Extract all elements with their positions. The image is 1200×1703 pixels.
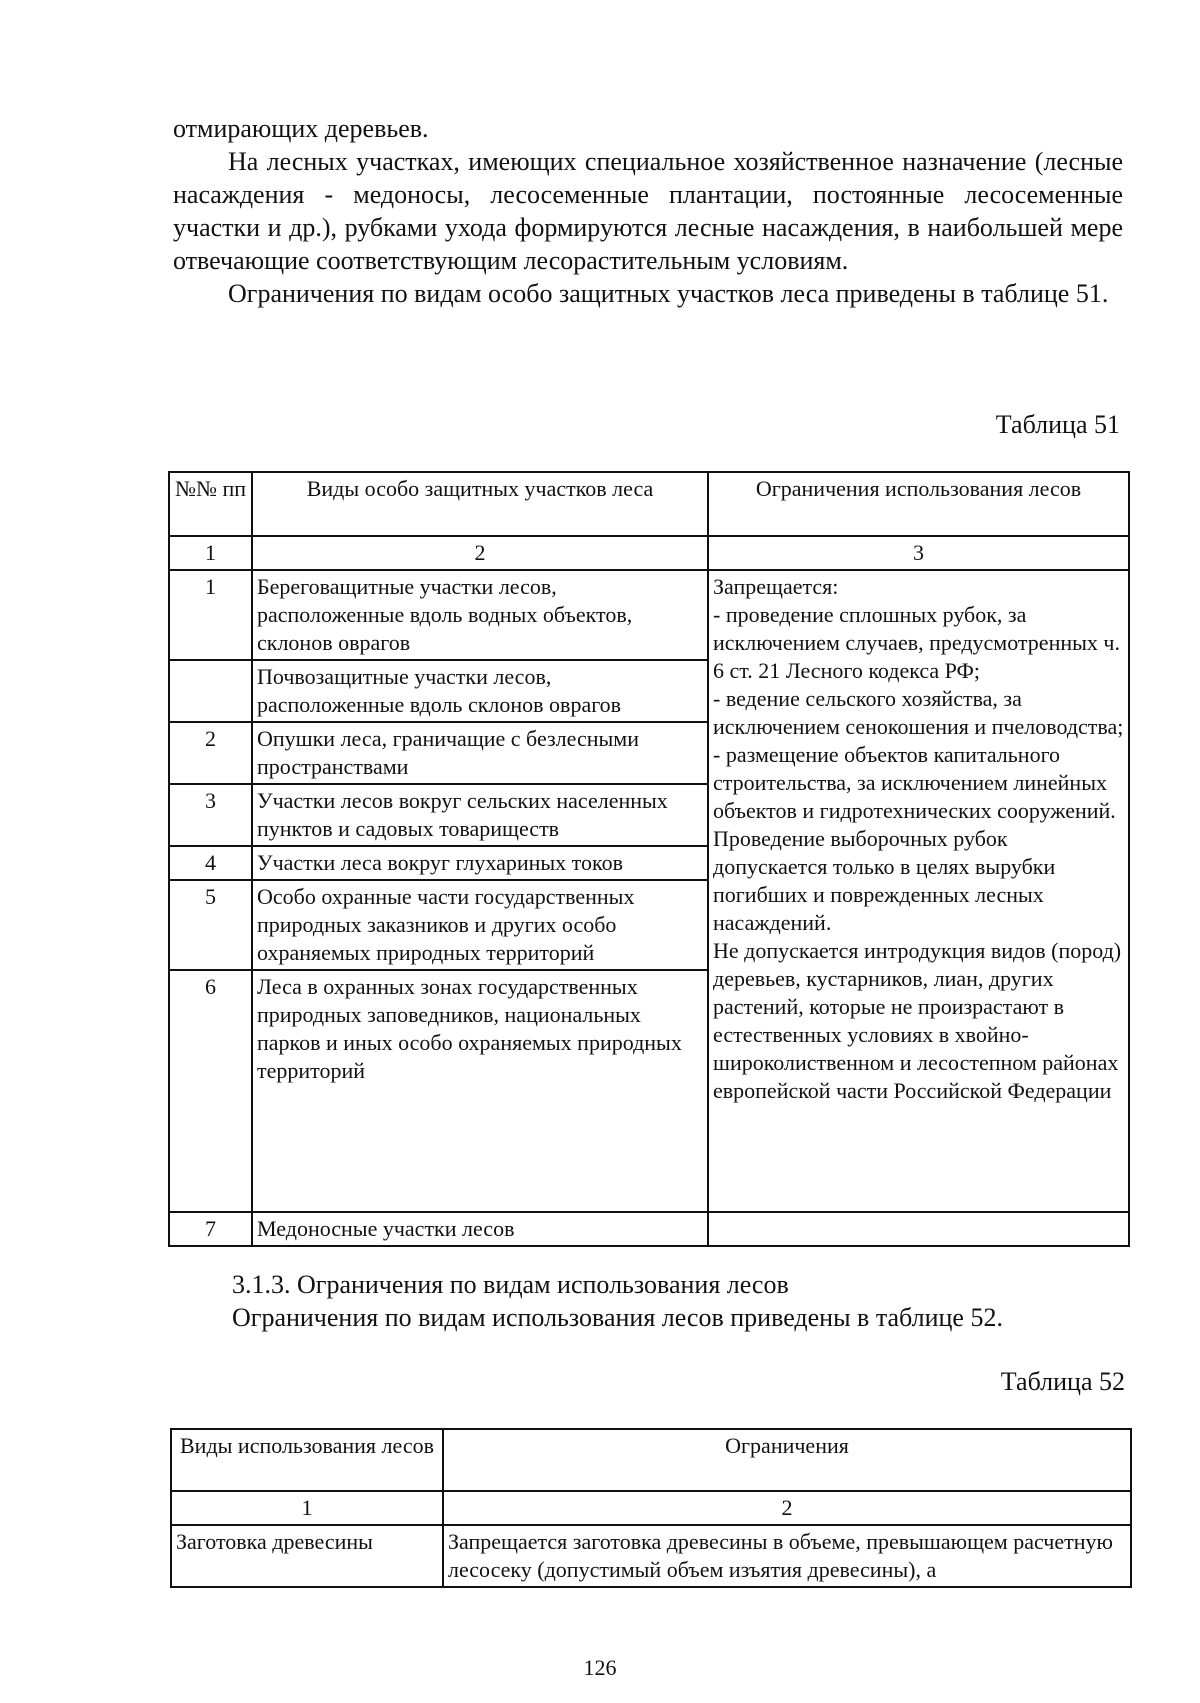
table-52-numbering-row (171, 1491, 1131, 1525)
row-number: 2 (169, 722, 252, 784)
table-51-header-row (169, 472, 1129, 536)
protective-area-type: Почвозащитные участки лесов, расположенные вдоль склонов оврагов (252, 660, 708, 722)
protective-area-type: Участки лесов вокруг сельских населенных пунктов и садовых товариществ (252, 784, 708, 846)
table-51 (168, 471, 1130, 1247)
intro-paragraph-1: На лесных участках, имеющих специальное хозяйственное назначение (лесные насаждения - медоносы, лесосеменные плантации, постоянные лесосеменные участки и др.), рубками ухода формируются лесные насаждения, в наибольшей мере отвечающие соответствующим лесорастительным условиям. (173, 147, 1123, 275)
table-52 (170, 1428, 1132, 1588)
intro-text-block (173, 112, 1123, 310)
section-text: Ограничения по видам использования лесов приведены в таблице 52. (232, 1303, 1003, 1332)
section-block (232, 1268, 1132, 1334)
table-row (169, 1212, 1129, 1246)
table-52-caption: Таблица 52 (1000, 1367, 1125, 1396)
intro-paragraph-2: Ограничения по видам особо защитных участков леса приведены в таблице 51. (228, 279, 1109, 308)
protective-area-type: Леса в охранных зонах государственных природных заповедников, национальных парков и иных особо охраняемых природных территорий (252, 970, 708, 1212)
table-51-numbering-3: 3 (708, 536, 1129, 570)
table-row (171, 1525, 1131, 1587)
section-heading: 3.1.3. Ограничения по видам использования лесов (232, 1270, 789, 1299)
table-51-header-type: Виды особо защитных участков леса (252, 472, 708, 536)
table-52-header-restrictions: Ограничения (443, 1429, 1131, 1491)
table-51-caption: Таблица 51 (995, 410, 1120, 439)
table-52-header-row (171, 1429, 1131, 1491)
forest-use-restriction: Запрещается заготовка древесины в объеме, превышающем расчетную лесосеку (допустимый объем изъятия древесины), а (443, 1525, 1131, 1587)
row-number: 4 (169, 846, 252, 880)
table-52-numbering-2: 2 (443, 1491, 1131, 1525)
table-52-header-type: Виды использования лесов (171, 1429, 443, 1491)
page-number: 126 (583, 1655, 617, 1680)
forest-use-type: Заготовка древесины (171, 1525, 443, 1587)
table-row (169, 570, 1129, 660)
row-number: 7 (169, 1212, 252, 1246)
row-number: 5 (169, 880, 252, 970)
protective-area-type: Береговащитные участки лесов, расположенные вдоль водных объектов, склонов оврагов (252, 570, 708, 660)
row-number (169, 660, 252, 722)
table-51-header-num: №№ пп (169, 472, 252, 536)
row-number: 3 (169, 784, 252, 846)
table-51-last-row-restrictions (708, 1212, 1129, 1246)
table-51-restrictions-cell: Запрещается: - проведение сплошных рубок, за исключением случаев, предусмотренных ч. 6 ст. 21 Лесного кодекса РФ; - ведение сельского хозяйства, за исключением сенокошения и пчеловодства; - размещение объектов капитального строительства, за исключением линейных объектов и гидротехнических сооружений. Проведение выборочных рубок допускается только в целях вырубки погибших и поврежденных лесных насаждений. Не допускается интродукция видов (пород) деревьев, кустарников, лиан, других растений, которые не произрастают в естественных условиях в хвойно-широколиственном и лесостепном районах европейской части Российской Федерации (708, 570, 1129, 1212)
table-51-header-restrictions: Ограничения использования лесов (708, 472, 1129, 536)
row-number: 6 (169, 970, 252, 1212)
protective-area-type: Медоносные участки лесов (252, 1212, 708, 1246)
table-51-numbering-row (169, 536, 1129, 570)
table-51-numbering-1: 1 (169, 536, 252, 570)
intro-continuation-line: отмирающих деревьев. (173, 114, 429, 143)
protective-area-type: Опушки леса, граничащие с безлесными пространствами (252, 722, 708, 784)
row-number: 1 (169, 570, 252, 660)
table-51-numbering-2: 2 (252, 536, 708, 570)
table-52-numbering-1: 1 (171, 1491, 443, 1525)
protective-area-type: Особо охранные части государственных природных заказников и других особо охраняемых природных территорий (252, 880, 708, 970)
protective-area-type: Участки леса вокруг глухариных токов (252, 846, 708, 880)
